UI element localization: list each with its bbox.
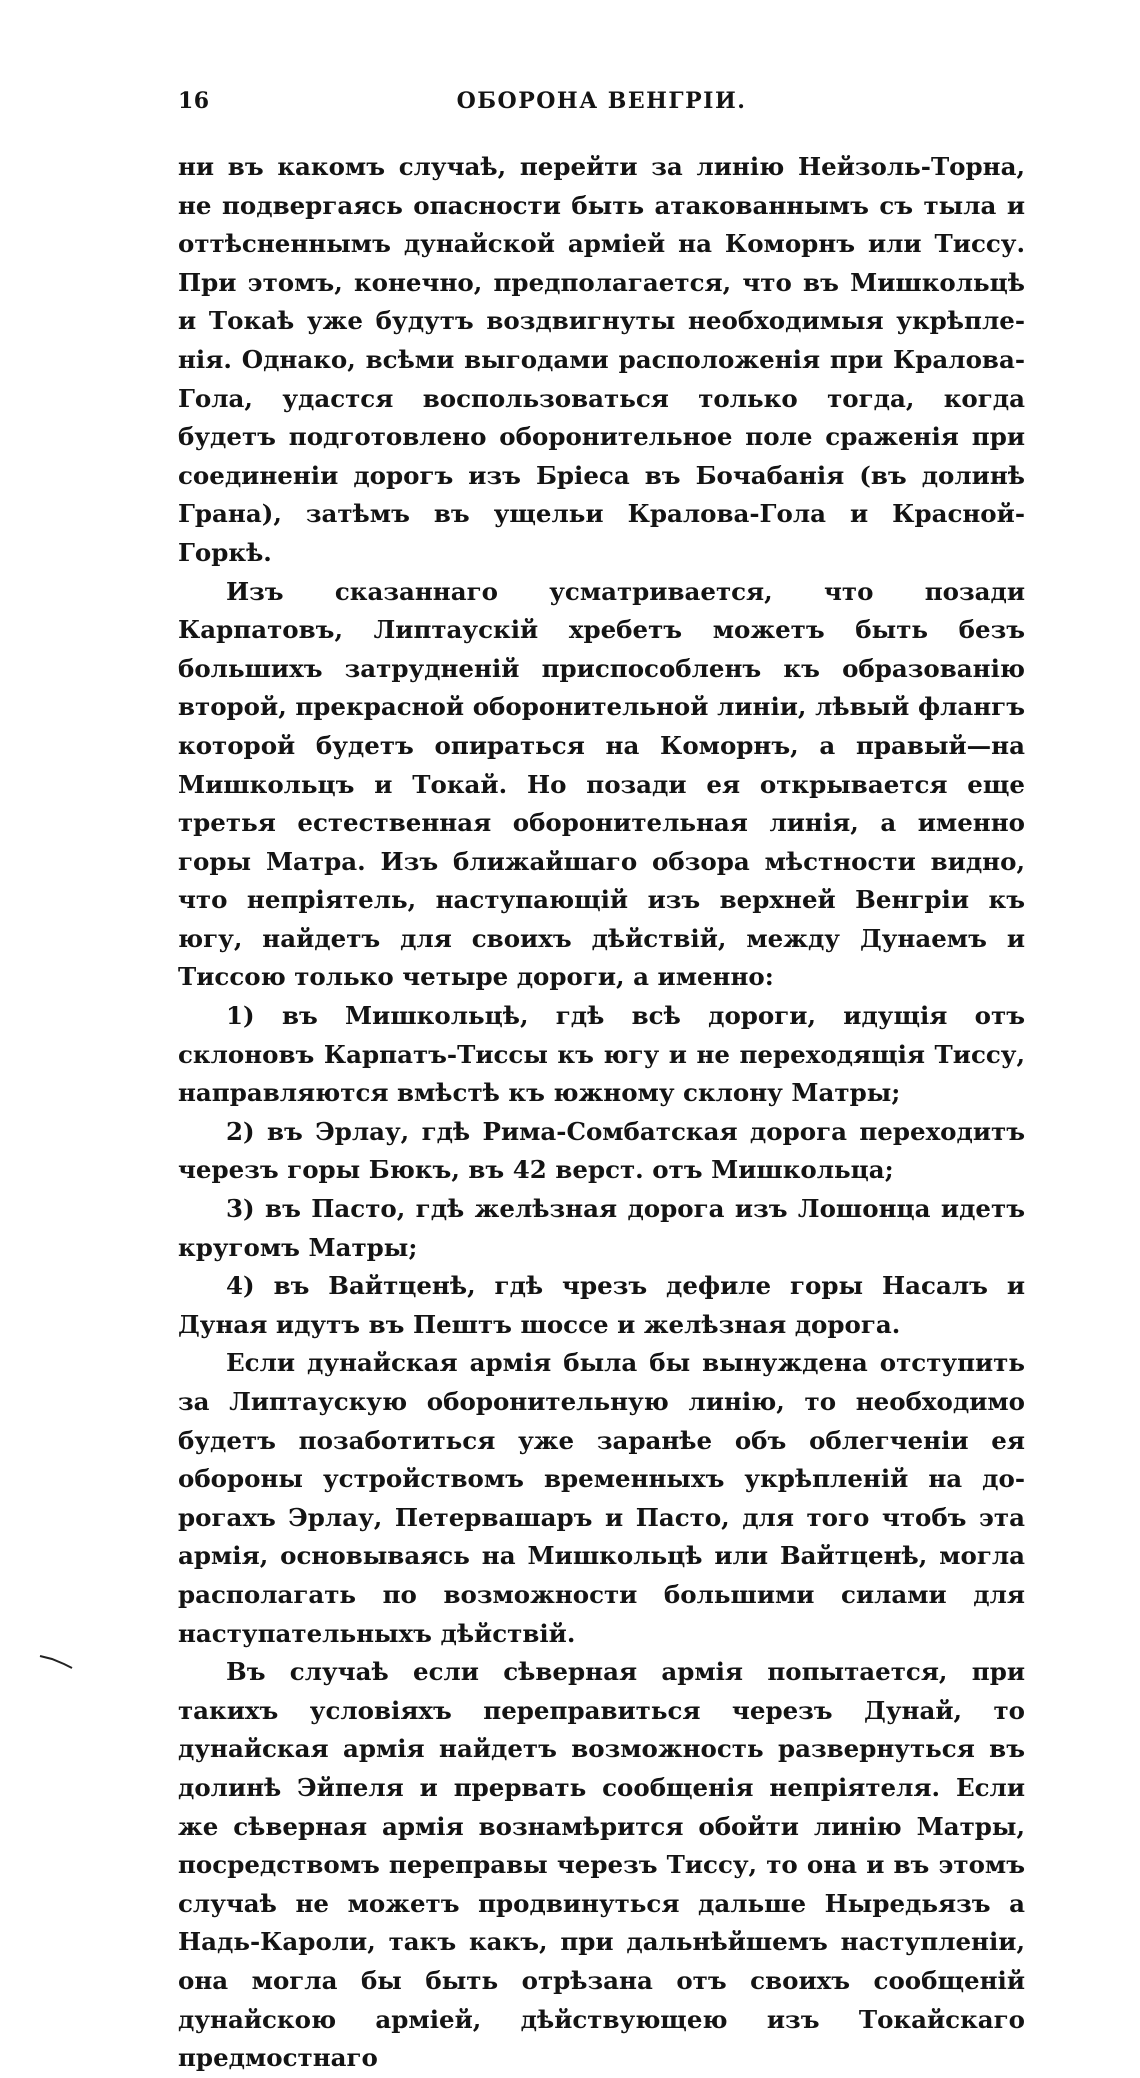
list-item-1: 1) въ Мишкольцѣ, гдѣ всѣ дороги, идущія отъ склоновъ Карпатъ-Тиссы къ югу и не переходящія Тиссу, направляются вмѣстѣ къ южному склону Матры; — [178, 1001, 1025, 1108]
paragraph: Изъ сказаннаго усматривается, что позади Карпатовъ, Липтаускій хребетъ можетъ быть безъ большихъ затрудненій приспособленъ къ образованію второй, прекрасной оборонительной линіи, лѣвый флангъ которой будетъ опираться на Коморнъ, а правый—на Мишкольцъ и Токай. Но позади ея открывается еще третья естественная оборонительная линія, а именно горы Матра. Изъ ближайшаго обзора мѣстности видно, что непріятель, наступающій изъ верхней Венгріи къ югу, найдетъ для своихъ дѣйствій, между Дунаемъ и Тиссою только четыре дороги, а именно: — [178, 576, 1025, 992]
paragraph: Въ случаѣ если сѣверная армія попытается, при такихъ условіяхъ переправиться черезъ Дунай, то дунайская армія найдетъ возможность развернуться въ долинѣ Эйпеля и прервать сообщенія непріятеля. Если же сѣверная армія вознамѣрится обойти линію Матры, посредствомъ переправы черезъ Тиссу, то она и въ этомъ случаѣ не можетъ продвинуться дальше Ныредьязъ а Надь-Кароли, такъ какъ, при дальнѣйшемъ наступленіи, она могла бы быть отрѣзана отъ своихъ сообщеній дунайскою арміей, дѣйствующею изъ Токайскаго предмостнаго — [178, 1657, 1025, 2073]
running-head: ОБОРОНА ВЕНГРІИ. — [456, 88, 747, 114]
paragraph-continued: ни въ какомъ случаѣ, перейти за линію Нейзоль-Торна, не подвергаясь опасности быть атакованнымъ съ тыла и оттѣсненнымъ дунайской арміей на Коморнъ или Тиссу. При этомъ, конечно, предполагается, что въ Мишкольцѣ и Токаѣ уже будутъ воздвигнуты необходимыя укрѣпленія. Однако, всѣми выгодами расположенія при Кралова-Гола, удастся воспользоваться только тогда, когда будетъ подготовлено оборонительное поле сраженія при соединеніи дорогъ изъ Бріеса въ Бочабанія (въ долинѣ Грана), затѣмъ въ ущельи Кралова-Гола и Красной-Горкѣ. — [178, 152, 1025, 567]
paragraph: Если дунайская армія была бы вынуждена отступить за Липтаускую оборонительную линію, то необходимо будетъ позаботиться уже заранѣе объ облегченіи ея обороны устройствомъ временныхъ укрѣпленій на дорогахъ Эрлау, Петервашаръ и Пасто, для того чтобъ эта армія, основываясь на Мишкольцѣ или Вайтценѣ, могла располагать по возможности большими силами для наступательныхъ дѣйствій. — [178, 1348, 1025, 1648]
list-item-2: 2) въ Эрлау, гдѣ Рима-Сомбатская дорога переходитъ черезъ горы Бюкъ, въ 42 верст. отъ Мишкольца; — [178, 1116, 1025, 1185]
scan-artifact-mark — [38, 1650, 78, 1670]
body-text — [178, 148, 1025, 2078]
page-number: 16 — [178, 88, 210, 114]
page-header — [178, 88, 1025, 122]
list-item-3: 3) въ Пасто, гдѣ желѣзная дорога изъ Лошонца идетъ кругомъ Матры; — [178, 1194, 1025, 1262]
list-item-4: 4) въ Вайтценѣ, гдѣ чрезъ дефиле горы Насалъ и Дуная идутъ въ Пештъ шоссе и желѣзная дорога. — [178, 1271, 1025, 1339]
